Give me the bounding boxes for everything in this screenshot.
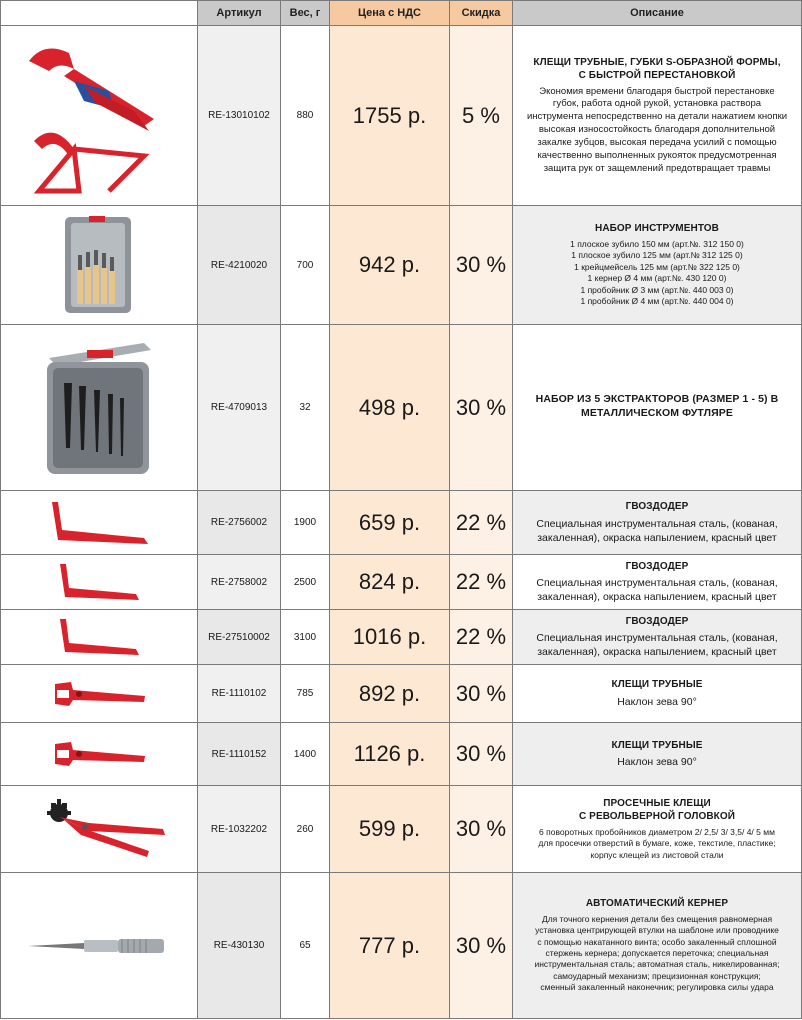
crowbar-icon: [54, 615, 144, 659]
description-body: Для точного кернения детали без смещения равномерная установка центрирующей втулки на шаблоне или проводнике с помощью накатанного винта; особо закаленный сплошной стержень кернера; допускается переточка; специальная инструментальная сталь; автоматная сталь, никелированная; самоударный механизм; прецизионная конструкция; сменный закаленный наконечник; регулировка силы удара: [534, 913, 780, 993]
price-cell: 599 р.: [330, 786, 450, 873]
product-image-cell: [1, 206, 198, 325]
weight-cell: 880: [281, 26, 330, 206]
description-title: НАБОР ИЗ 5 ЭКСТРАКТОРОВ (РАЗМЕР 1 - 5) В МЕТАЛЛИЧЕСКОМ ФУТЛЯРЕ: [535, 392, 779, 419]
description-cell: [513, 610, 802, 665]
weight-cell: 32: [281, 325, 330, 491]
article-cell: RE-4210020: [198, 206, 281, 325]
price-cell: 824 р.: [330, 555, 450, 610]
description-cell: [513, 555, 802, 610]
description-cell: [513, 873, 802, 1019]
crowbar-icon: [44, 498, 154, 548]
description-title: ГВОЗДОДЕР: [625, 501, 689, 513]
description-cell: [513, 786, 802, 873]
product-image-cell: [1, 723, 198, 786]
product-image-cell: [1, 26, 198, 206]
article-cell: RE-13010102: [198, 26, 281, 206]
description-body: Экономия времени благодаря быстрой перестановке губок, работа одной рукой, установка раствора инструмента непосредственно на детали нажатием кнопки высокая износостойкость благодаря дополнительной закалке зубцов, высокая передача усилий с помощью качественно выполненных рукояток предусмотренная защита рук от защемлений предотвращает травмы: [526, 85, 788, 174]
crowbar-icon: [54, 560, 144, 604]
description-title: ПРОСЕЧНЫЕ КЛЕЩИ С РЕВОЛЬВЕРНОЙ ГОЛОВКОЙ: [578, 797, 736, 823]
discount-cell: 30 %: [450, 723, 513, 786]
description-body: 1 плоское зубило 150 мм (арт.№. 312 150 0) 1 плоское зубило 125 мм (арт.№ 312 125 0) 1 крейцмейсель 125 мм (арт.№ 322 125 0) 1 кернер Ø 4 мм (арт.№. 430 120 0) 1 пробойник Ø 3 мм (арт.№. 440 003 0) 1 пробойник Ø 4 мм (арт.№. 440 004 0): [570, 238, 744, 307]
extractor-set-case-icon: [39, 338, 159, 478]
weight-cell: 260: [281, 786, 330, 873]
description-body: Наклон зева 90°: [617, 695, 697, 708]
product-image-cell: [1, 491, 198, 555]
description-title: ГВОЗДОДЕР: [625, 615, 689, 627]
price-cell: 1755 р.: [330, 26, 450, 206]
table-row: [1, 786, 802, 873]
description-body: Наклон зева 90°: [617, 756, 697, 769]
description-cell: [513, 206, 802, 325]
table-row: [1, 555, 802, 610]
price-cell: 892 р.: [330, 665, 450, 723]
table-row: [1, 665, 802, 723]
article-cell: RE-1110152: [198, 723, 281, 786]
pipe-wrench-90-icon: [49, 676, 149, 712]
product-image-cell: [1, 555, 198, 610]
image-column-header: [1, 1, 198, 26]
description-body: Специальная инструментальная сталь, (кованая, закаленная), окраска напылением, красный цвет: [536, 517, 778, 544]
article-column-header: Артикул: [198, 1, 281, 26]
description-cell: [513, 26, 802, 206]
article-cell: RE-27510002: [198, 610, 281, 665]
discount-cell: 30 %: [450, 665, 513, 723]
weight-cell: 785: [281, 665, 330, 723]
description-body: Специальная инструментальная сталь, (кованая, закаленная), окраска напылением, красный цвет: [536, 577, 778, 604]
table-row: [1, 491, 802, 555]
discount-cell: 22 %: [450, 610, 513, 665]
description-column-header: Описание: [513, 1, 802, 26]
product-image-cell: [1, 325, 198, 491]
table-row: [1, 206, 802, 325]
weight-cell: 1900: [281, 491, 330, 555]
article-cell: RE-1032202: [198, 786, 281, 873]
discount-cell: 22 %: [450, 555, 513, 610]
weight-cell: 700: [281, 206, 330, 325]
price-cell: 942 р.: [330, 206, 450, 325]
price-cell: 498 р.: [330, 325, 450, 491]
revolving-punch-pliers-icon: [29, 799, 169, 859]
discount-cell: 30 %: [450, 325, 513, 491]
discount-cell: 30 %: [450, 873, 513, 1019]
weight-column-header: Вес, г: [281, 1, 330, 26]
product-image-cell: [1, 873, 198, 1019]
s-jaw-pipe-wrench-icon: [14, 31, 184, 201]
description-cell: [513, 491, 802, 555]
table-row: [1, 325, 802, 491]
discount-column-header: Скидка: [450, 1, 513, 26]
pipe-wrench-90-icon: [49, 736, 149, 772]
description-body: 6 поворотных пробойников диаметром 2/ 2,5/ 3/ 3,5/ 4/ 5 мм для просечки отверстий в бумаге, коже, текстиле, пластике; корпус клещей из листовой стали: [538, 826, 776, 860]
discount-cell: 5 %: [450, 26, 513, 206]
price-cell: 1126 р.: [330, 723, 450, 786]
price-cell: 777 р.: [330, 873, 450, 1019]
article-cell: RE-2758002: [198, 555, 281, 610]
description-title: КЛЕЩИ ТРУБНЫЕ: [611, 739, 703, 751]
article-cell: RE-430130: [198, 873, 281, 1019]
description-title: АВТОМАТИЧЕСКИЙ КЕРНЕР: [585, 898, 729, 910]
table-row: [1, 26, 802, 206]
description-title: ГВОЗДОДЕР: [625, 560, 689, 572]
discount-cell: 22 %: [450, 491, 513, 555]
table-header-row: [1, 1, 802, 26]
discount-cell: 30 %: [450, 206, 513, 325]
table-row: [1, 873, 802, 1019]
description-cell: [513, 665, 802, 723]
table-row: [1, 610, 802, 665]
article-cell: RE-1110102: [198, 665, 281, 723]
product-image-cell: [1, 610, 198, 665]
weight-cell: 2500: [281, 555, 330, 610]
description-title: КЛЕЩИ ТРУБНЫЕ: [611, 679, 703, 691]
description-body: Специальная инструментальная сталь, (кованая, закаленная), окраска напылением, красный цвет: [536, 632, 778, 659]
description-title: КЛЕЩИ ТРУБНЫЕ, ГУБКИ S-ОБРАЗНОЙ ФОРМЫ, С БЫСТРОЙ ПЕРЕСТАНОВКОЙ: [533, 56, 781, 82]
discount-cell: 30 %: [450, 786, 513, 873]
article-cell: RE-2756002: [198, 491, 281, 555]
price-cell: 1016 р.: [330, 610, 450, 665]
description-title: НАБОР ИНСТРУМЕНТОВ: [595, 223, 719, 235]
product-image-cell: [1, 786, 198, 873]
weight-cell: 1400: [281, 723, 330, 786]
price-cell: 659 р.: [330, 491, 450, 555]
weight-cell: 65: [281, 873, 330, 1019]
description-cell: [513, 723, 802, 786]
description-cell: [513, 325, 802, 491]
price-column-header: Цена с НДС: [330, 1, 450, 26]
article-cell: RE-4709013: [198, 325, 281, 491]
table-row: [1, 723, 802, 786]
automatic-center-punch-icon: [24, 931, 174, 961]
weight-cell: 3100: [281, 610, 330, 665]
product-image-cell: [1, 665, 198, 723]
chisel-set-case-icon: [59, 215, 139, 315]
